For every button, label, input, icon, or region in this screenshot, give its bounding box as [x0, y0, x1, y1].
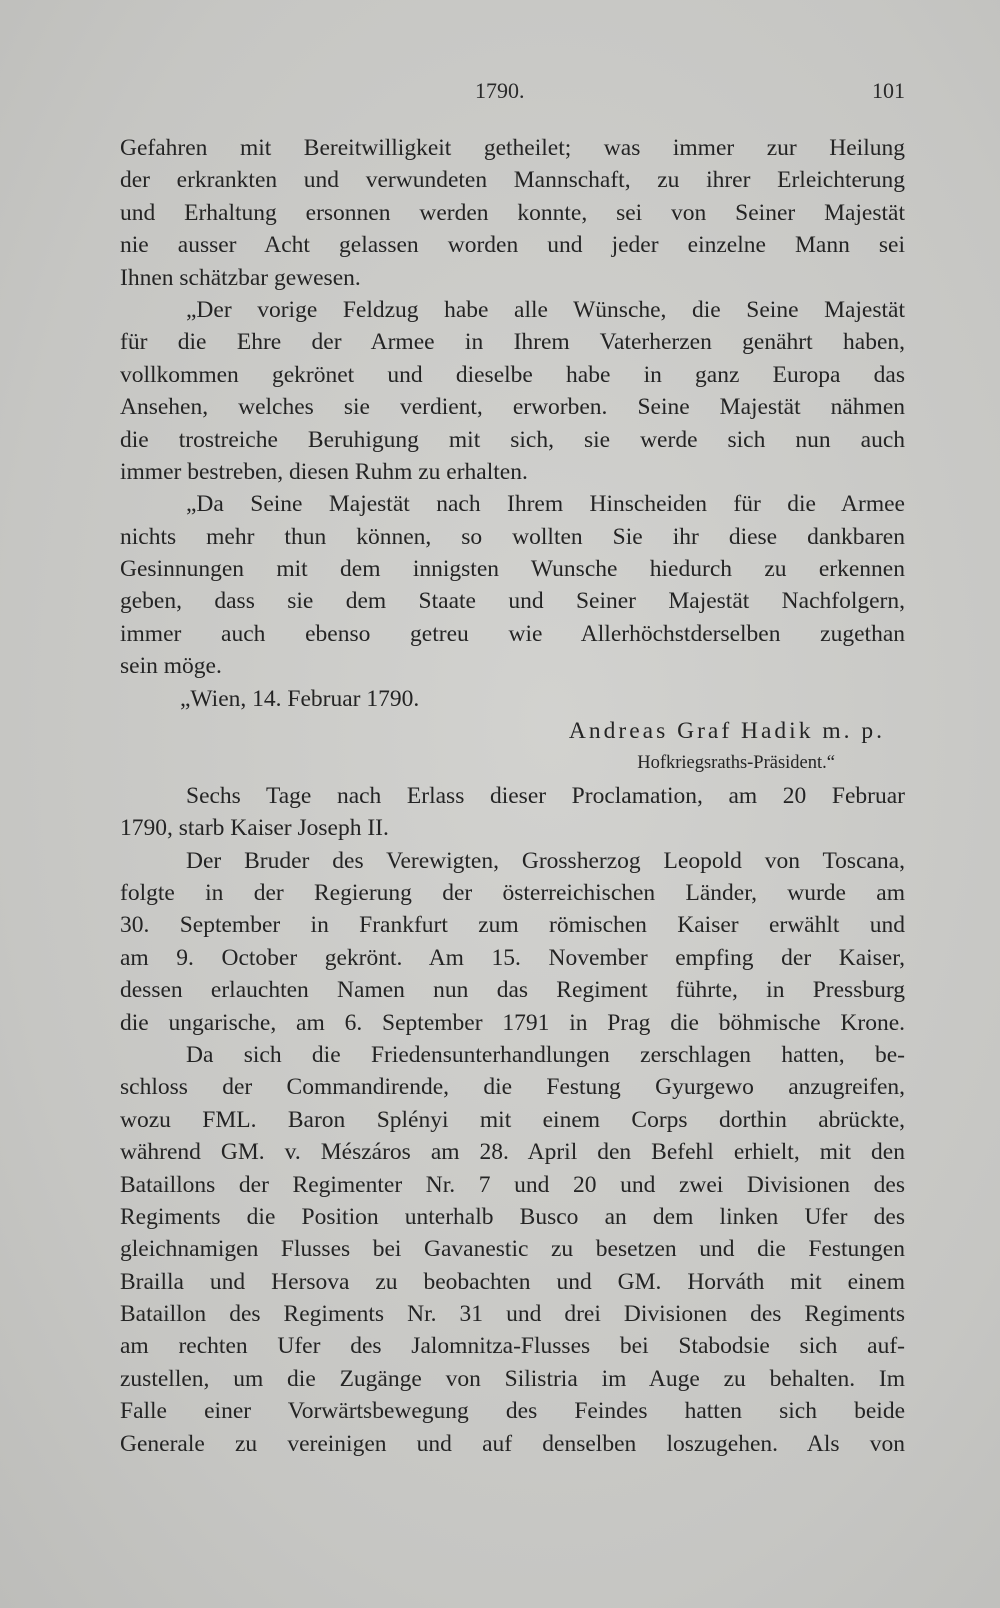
text-line: vollkommen gekrönet und dieselbe habe in ganz Europa das — [120, 361, 905, 388]
text-line: geben, dass sie dem Staate und Seiner Majestät Nachfolgern, — [120, 588, 905, 615]
text-line: Der Bruder des Verewigten, Grossherzog Leopold von Toscana, — [186, 847, 905, 874]
text-line: wozu FML. Baron Splényi mit einem Corps dorthin abrückte, — [120, 1106, 905, 1133]
text-line: schloss der Commandirende, die Festung Gyurgewo anzugreifen, — [120, 1074, 905, 1101]
text-line: dessen erlauchten Namen nun das Regiment führte, in Pressburg — [120, 977, 905, 1004]
text-line: Ansehen, welches sie verdient, erworben. Seine Majestät nähmen — [120, 394, 905, 421]
text-line: Gefahren mit Bereitwilligkeit getheilet; was immer zur Heilung — [120, 135, 905, 161]
text-line: immer bestreben, diesen Ruhm zu erhalten. — [120, 458, 528, 485]
text-line: 30. September in Frankfurt zum römischen Kaiser erwählt und — [120, 912, 905, 939]
text-line: folgte in der Regierung der österreichischen Länder, wurde am — [120, 879, 905, 906]
text-line: Bataillon des Regiments Nr. 31 und drei Divisionen des Regiments — [120, 1301, 905, 1328]
page-header — [120, 78, 905, 108]
text-line: „Da Seine Majestät nach Ihrem Hinscheiden für die Armee — [186, 491, 905, 518]
page-number: 101 — [872, 78, 905, 103]
text-line: Ihnen schätzbar gewesen. — [120, 264, 361, 291]
text-line: Brailla und Hersova zu beobachten und GM. Horváth mit einem — [120, 1268, 905, 1295]
text-line: und Erhaltung ersonnen werden konnte, sei von Seiner Majestät — [120, 199, 905, 226]
text-line: zustellen, um die Zugänge von Silistria im Auge zu behalten. Im — [120, 1365, 905, 1392]
text-line: während GM. v. Mészáros am 28. April den Befehl erhielt, mit den — [120, 1139, 905, 1166]
text-line: Da sich die Friedensunterhandlungen zerschlagen hatten, be- — [186, 1041, 905, 1068]
text-line: gleichnamigen Flusses bei Gavanestic zu besetzen und die Festungen — [120, 1236, 905, 1263]
text-line: nichts mehr thun können, so wollten Sie ihr diese dankbaren — [120, 523, 905, 550]
proclamation-date: „Wien, 14. Februar 1790. — [180, 685, 420, 712]
running-head-year: 1790. — [475, 78, 525, 103]
text-line: am rechten Ufer des Jalomnitza-Flusses bei Stabodsie sich auf- — [120, 1333, 905, 1360]
text-line: immer auch ebenso getreu wie Allerhöchstderselben zugethan — [120, 620, 905, 647]
text-line: Gesinnungen mit dem innigsten Wunsche hiedurch zu erkennen — [120, 556, 905, 583]
text-line: nie ausser Acht gelassen worden und jeder einzelne Mann sei — [120, 232, 905, 259]
text-line: Falle einer Vorwärtsbewegung des Feindes hatten sich beide — [120, 1398, 905, 1425]
text-line: die ungarische, am 6. September 1791 in Prag die böhmische Krone. — [120, 1009, 905, 1036]
text-line: der erkrankten und verwundeten Mannschaft, zu ihrer Erleichterung — [120, 167, 905, 194]
text-line: Sechs Tage nach Erlass dieser Proclamation, am 20 Februar — [186, 782, 905, 809]
text-line: „Der vorige Feldzug habe alle Wünsche, die Seine Majestät — [186, 296, 905, 323]
text-line: die trostreiche Beruhigung mit sich, sie werde sich nun auch — [120, 426, 905, 453]
text-line: Generale zu vereinigen und auf denselben loszugehen. Als von — [120, 1430, 905, 1457]
signature-name: Andreas Graf Hadik m. p. — [568, 718, 885, 745]
text-line: 1790, starb Kaiser Joseph II. — [120, 815, 389, 842]
text-line: sein möge. — [120, 653, 222, 680]
text-line: am 9. October gekrönt. Am 15. November empfing der Kaiser, — [120, 944, 905, 971]
text-line: Regiments die Position unterhalb Busco an dem linken Ufer des — [120, 1203, 905, 1230]
text-line: Bataillons der Regimenter Nr. 7 und 20 und zwei Divisionen des — [120, 1171, 905, 1198]
body-text — [120, 132, 905, 1460]
text-line: für die Ehre der Armee in Ihrem Vaterherzen genährt haben, — [120, 329, 905, 356]
signature-title: Hofkriegsraths-Präsident.“ — [637, 753, 835, 774]
